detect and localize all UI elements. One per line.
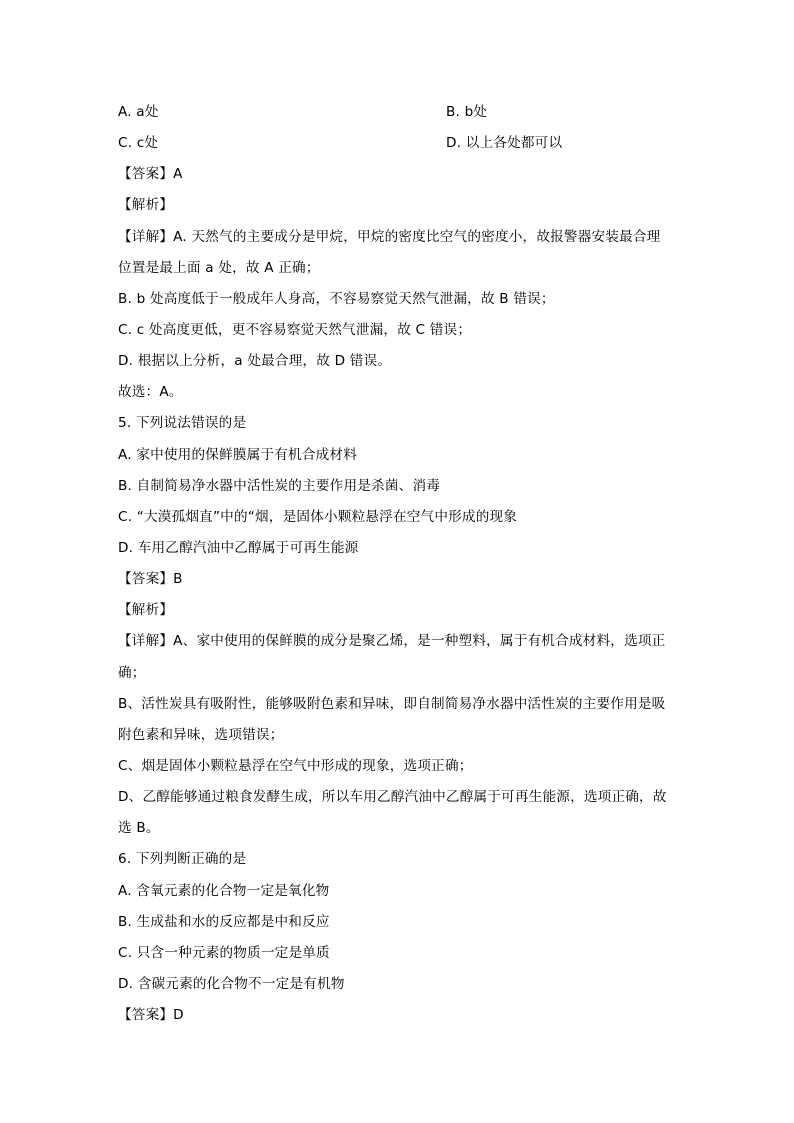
options-row [118, 102, 688, 133]
text-line: 【答案】A [118, 166, 183, 183]
text-line: 故选：A。 [118, 384, 183, 401]
document-page [118, 102, 688, 1036]
text-line: B. 生成盐和水的反应都是中和反应 [118, 913, 330, 930]
text-line: D. 车用乙醇汽油中乙醇属于可再生能源 [118, 539, 359, 556]
text-line: 【详解】A. 天然气的主要成分是甲烷，甲烷的密度比空气的密度小，故报警器安装最合理 [118, 228, 661, 245]
text-line: B. 自制简易净水器中活性炭的主要作用是杀菌、消毒 [118, 477, 441, 494]
options-row [118, 133, 688, 164]
text-line: C. 只含一种元素的物质一定是单质 [118, 944, 330, 961]
text-line: C. c 处高度更低，更不容易察觉天然气泄漏，故 C 错误； [118, 321, 472, 338]
text-line: C. “大漠孤烟直”中的“烟，是固体小颗粒悬浮在空气中形成的现象 [118, 508, 518, 525]
text-line: 5. 下列说法错误的是 [118, 415, 247, 432]
text-line: D. 含碳元素的化合物不一定是有机物 [118, 975, 345, 992]
option-a: A. a处 [118, 104, 159, 120]
text-line: B. b 处高度低于一般成年人身高，不容易察觉天然气泄漏，故 B 错误； [118, 290, 555, 307]
text-line: B、活性炭具有吸附性，能够吸附色素和异味，即自制简易净水器中活性炭的主要作用是吸 [118, 695, 666, 712]
text-line: D、乙醇能够通过粮食发酵生成，所以车用乙醇汽油中乙醇属于可再生能源，选项正确，故 [118, 789, 667, 806]
option-c: C. c处 [118, 135, 159, 152]
option-d: D. 以上各处都可以 [446, 135, 563, 152]
text-line: 6. 下列判断正确的是 [118, 851, 247, 868]
text-line: 选 B。 [118, 820, 160, 837]
text-line: D. 根据以上分析，a 处最合理，故 D 错误。 [118, 353, 392, 370]
text-line: 【解析】 [118, 197, 174, 214]
text-line: A. 家中使用的保鲜膜属于有机合成材料 [118, 446, 358, 463]
text-line: 确； [118, 664, 146, 681]
text-line: 位置是最上面 a 处，故 A 正确； [118, 259, 320, 276]
text-line: 【答案】D [118, 1007, 184, 1024]
text-line: 【详解】A、家中使用的保鲜膜的成分是聚乙烯，是一种塑料，属于有机合成材料，选项正 [118, 633, 666, 650]
text-line: C、烟是固体小颗粒悬浮在空气中形成的现象，选项正确； [118, 757, 473, 774]
option-b: B. b处 [446, 104, 488, 120]
document-body [118, 164, 688, 1036]
text-line: 【答案】B [118, 571, 183, 588]
text-line: A. 含氧元素的化合物一定是氧化物 [118, 882, 330, 899]
text-line: 【解析】 [118, 602, 174, 619]
text-line: 附色素和异味，选项错误； [118, 726, 284, 743]
